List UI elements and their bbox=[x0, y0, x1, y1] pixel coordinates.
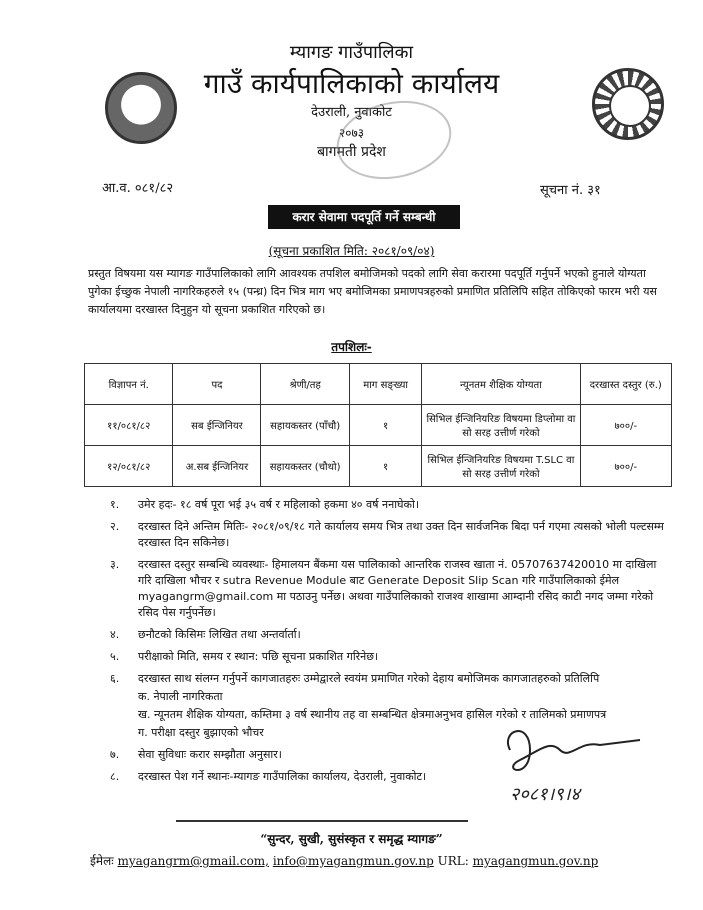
item-text: दरखास्त पेश गर्ने स्थानः-म्यागङ गाउँपालिका कार्यालय, देउराली, नुवाकोट। bbox=[138, 770, 427, 783]
column-header: माग सङ्ख्या bbox=[349, 364, 421, 405]
item-number: ३. bbox=[110, 558, 120, 571]
item-number: ६. bbox=[110, 672, 120, 685]
vacancy-table bbox=[84, 363, 672, 487]
details-heading: तपशिलः- bbox=[331, 340, 372, 354]
item-number: १. bbox=[110, 498, 120, 511]
table-cell: सिभिल ईन्जिनियरिङ विषयमा डिप्लोमा वा सो सरह उत्तीर्ण गरेको bbox=[422, 405, 580, 446]
table-cell: १ bbox=[349, 446, 421, 487]
table-cell: ७००/- bbox=[580, 405, 671, 446]
item-text: उमेर हदः- १८ वर्ष पूरा भई ३५ वर्ष र महिलाको हकमा ४० वर्ष ननाघेको। bbox=[138, 498, 420, 511]
published-date: (सूचना प्रकाशित मिति: २०८१/०९/०४) bbox=[268, 244, 435, 258]
item-number: २. bbox=[110, 520, 120, 533]
table-cell: ११/०८१/८२ bbox=[85, 405, 173, 446]
list-item bbox=[110, 519, 670, 551]
item-text: दरखास्त दस्तुर सम्बन्धि व्यवस्थाः- हिमालयन बैंकमा यस पालिकाको आन्तरिक राजस्व खाता नं. 05707637420010 मा दाखिला गरि दाखिला भौचर र sutra Revenue Module बाट Generate Deposit Slip Scan गरि गाउँपालिकाको ईमेल myagangrm@gmail.com मा पठाउनु पर्नेछ। अथवा गाउँपालिकाको राजश्व शाखामा आम्दानी रसिद काटी नगद जम्मा गरेको रसिद पेस गर्नुपर्नेछ। bbox=[138, 558, 657, 619]
item-text: छनौटको किसिमः लिखित तथा अन्तर्वार्ता। bbox=[138, 628, 301, 641]
table-cell: ७००/- bbox=[580, 446, 671, 487]
item-number: ७. bbox=[110, 748, 120, 761]
list-item bbox=[110, 627, 670, 643]
header-address: देउराली, नुवाकोट bbox=[311, 105, 392, 120]
item-text: परीक्षाको मिति, समय र स्थान: पछि सूचना प्रकाशित गरिनेछ। bbox=[138, 650, 379, 663]
list-item bbox=[110, 497, 670, 513]
item-text: दरखास्त दिने अन्तिम मितिः- २०८१/०९/१८ गते कार्यालय समय भित्र तथा उक्त दिन सार्वजनिक बिदा पर्न गएमा त्यसको भोली पल्टसम्म दरखास्त दिन सकिनेछ। bbox=[138, 520, 664, 549]
footer-contact bbox=[90, 852, 598, 869]
sub-item: ग. परीक्षा दस्तुर बुझाएको भौचर bbox=[138, 726, 264, 739]
table-cell: सिभिल ईन्जिनियरिङ विषयमा T.SLC वा सो सरह उत्तीर्ण गरेको bbox=[422, 446, 580, 487]
notice-subject: करार सेवामा पदपूर्ति गर्ने सम्बन्धी bbox=[268, 205, 460, 229]
table-cell: अ.सब ईन्जिनियर bbox=[173, 446, 261, 487]
table-row bbox=[85, 446, 672, 487]
table-cell: १ bbox=[349, 405, 421, 446]
fiscal-year: आ.व. ०८१/८२ bbox=[102, 181, 174, 196]
table-cell: सब ईन्जिनियर bbox=[173, 405, 261, 446]
table-cell: सहायकस्तर (चौथो) bbox=[261, 446, 349, 487]
column-header: न्यूनतम शैक्षिक योग्यता bbox=[422, 364, 580, 405]
footer-divider bbox=[176, 820, 468, 822]
header-municipality-name: म्यागङ गाउँपालिका bbox=[289, 42, 414, 63]
table-cell: १२/०८१/८२ bbox=[85, 446, 173, 487]
list-item bbox=[110, 557, 670, 621]
item-text: दरखास्त साथ संलग्न गर्नुपर्ने कागजातहरुः उम्मेद्वारले स्वयंम प्रमाणित गरेको देहाय बमोजिमक कागजातहरुको प्रतिलिपि bbox=[138, 672, 600, 685]
column-header: दरखास्त दस्तुर (रु.) bbox=[580, 364, 671, 405]
url-label: URL: bbox=[437, 854, 469, 868]
table-header-row bbox=[85, 364, 672, 405]
header-province: बागमती प्रदेश bbox=[317, 144, 386, 160]
sub-item: क. नेपाली नागरिकता bbox=[138, 690, 223, 703]
email-link-1[interactable]: myagangrm@gmail.com, bbox=[117, 854, 269, 868]
signature-date: २०८१।९।४ bbox=[510, 784, 580, 805]
item-number: ४. bbox=[110, 628, 120, 641]
intro-paragraph: प्रस्तुत विषयमा यस म्यागङ गाउँपालिकाको लागि आवश्यक तपशिल बमोजिमको पदको लागि सेवा करारमा पदपूर्ति गर्नुपर्ने भएको हुनाले योग्यता पुगेका ईच्छुक नेपाली नागरिकहरुले १५ (पन्ध्र) दिन भित्र माग भए बमोजिमका प्रमाणपत्रहरुको प्रमाणित प्रतिलिपि सहित तोकिएको फारम भरी यस कार्यालयमा दरखास्त दिनुहुन यो सूचना प्रकाशित गरिएको छ। bbox=[88, 267, 657, 316]
header-office-name: गाउँ कार्यपालिकाको कार्यालय bbox=[203, 67, 500, 100]
footer-slogan: “सुन्दर, सुखी, सुसंस्कृत र समृद्ध म्यागङ” bbox=[260, 832, 443, 846]
list-item bbox=[110, 649, 670, 665]
column-header: विज्ञापन नं. bbox=[85, 364, 173, 405]
column-header: श्रेणी/तह bbox=[261, 364, 349, 405]
sub-item: ख. न्यूनतम शैक्षिक योग्यता, कम्तिमा ३ वर्ष स्थानीय तह वा सम्बन्धित क्षेत्रमाअनुभव हासिल गरेको र तालिमको प्रमाणपत्र bbox=[138, 708, 607, 721]
column-header: पद bbox=[173, 364, 261, 405]
notice-number: सूचना नं. ३१ bbox=[540, 183, 601, 198]
table-row bbox=[85, 405, 672, 446]
signature bbox=[490, 720, 650, 820]
item-number: ८. bbox=[110, 770, 120, 783]
item-text: सेवा सुविधाः करार सम्झौता अनुसार। bbox=[138, 748, 282, 761]
item-number: ५. bbox=[110, 650, 120, 663]
table-cell: सहायकस्तर (पाँचौ) bbox=[261, 405, 349, 446]
email-label: ईमेलः bbox=[90, 854, 114, 868]
email-link-2[interactable]: info@myagangmun.gov.np bbox=[272, 854, 434, 868]
website-link[interactable]: myagangmun.gov.np bbox=[472, 854, 599, 868]
header-year: २०७३ bbox=[339, 126, 364, 140]
